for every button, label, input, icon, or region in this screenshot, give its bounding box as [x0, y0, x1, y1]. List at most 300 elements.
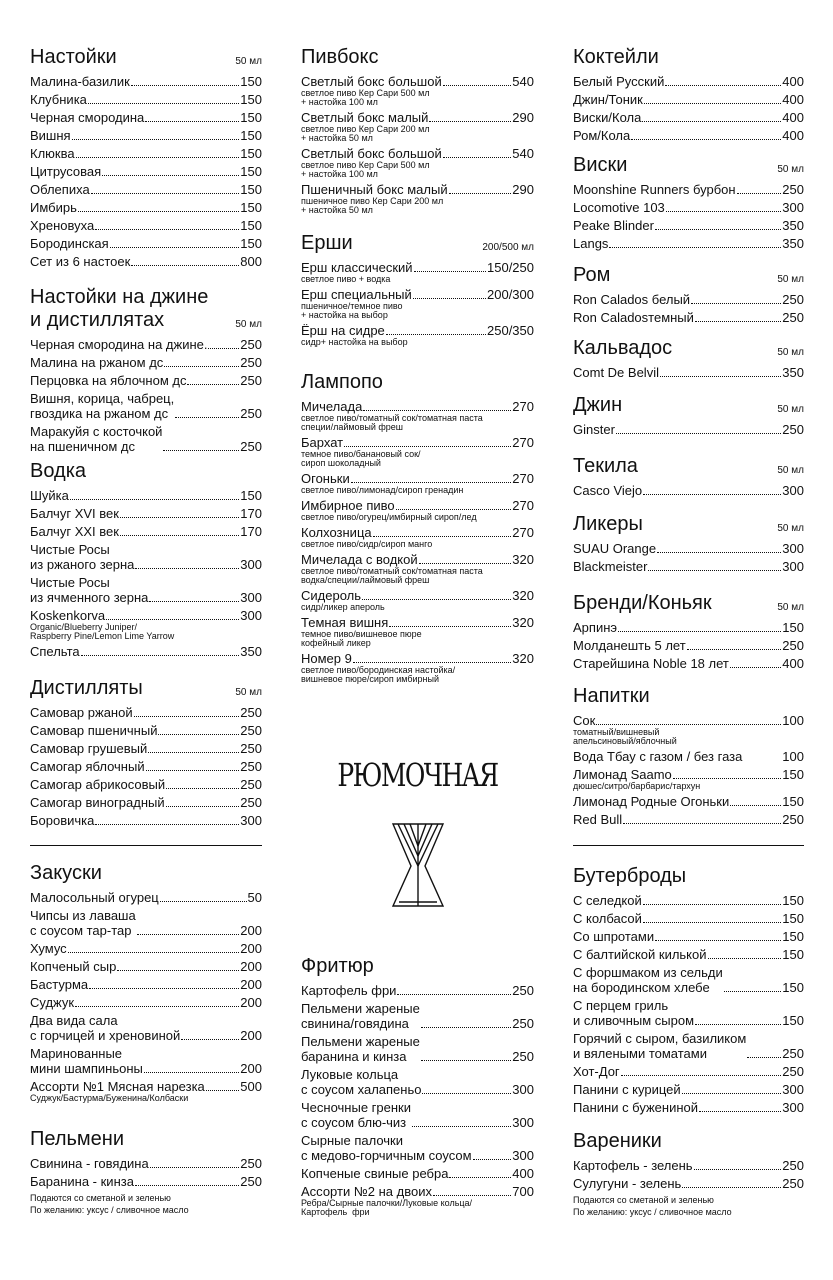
item-name: Locomotive 103: [573, 200, 665, 215]
item-name: Копченые свиные ребра: [301, 1166, 449, 1181]
menu-item: [573, 483, 804, 498]
dot-leader: [682, 1092, 782, 1094]
dot-leader: [386, 333, 486, 335]
item-price: 400: [782, 74, 804, 89]
dot-leader: [665, 84, 781, 86]
section-pivboks: [301, 46, 534, 218]
menu-item: [30, 182, 262, 197]
dot-leader: [443, 156, 512, 158]
dot-leader: [413, 297, 486, 299]
section-unit: 50 мл: [777, 465, 804, 476]
item-price: 250: [782, 1046, 804, 1061]
menu-item: [30, 488, 262, 503]
dot-leader: [148, 751, 239, 753]
menu-item: [30, 813, 262, 828]
divider-left: [30, 845, 262, 846]
menu-item: [301, 471, 534, 495]
section-unit: 50 мл: [777, 274, 804, 285]
dot-leader: [724, 990, 782, 992]
section-title: Пельмени: [30, 1128, 125, 1150]
item-price: 150: [240, 92, 262, 107]
item-name: Koskenkorva: [30, 608, 106, 623]
dot-leader: [419, 562, 512, 564]
dot-leader: [596, 723, 781, 725]
item-name: Moonshine Runners бурбон: [573, 182, 736, 197]
item-name: Черная смородина на джине.: [30, 337, 208, 352]
item-price: 170: [240, 524, 262, 539]
item-price: 300: [512, 1082, 534, 1097]
menu-item: [30, 741, 262, 756]
item-price: 200: [240, 1028, 262, 1043]
menu-item: [573, 422, 804, 437]
menu-item: [30, 218, 262, 233]
dot-leader: [208, 347, 239, 349]
menu-item: [301, 498, 534, 522]
item-description: светлое пиво/сидр/сироп манго: [301, 539, 433, 549]
dot-leader: [609, 246, 781, 248]
menu-item: [30, 74, 262, 89]
section-vodka: [30, 460, 262, 662]
dot-leader: [412, 1125, 511, 1127]
menu-item: [30, 723, 262, 738]
item-name: Мичелада с водкой: [301, 552, 418, 567]
dot-leader: [421, 1059, 511, 1061]
item-price: 290: [512, 110, 534, 125]
item-description: светлое пиво/лимонад/сироп гренадин: [301, 485, 464, 495]
item-name: С колбасой: [573, 911, 642, 926]
item-name: Черная смородина: [30, 110, 145, 125]
menu-item: [573, 929, 804, 944]
dot-leader: [396, 508, 512, 510]
item-name: Горячий с сыром, базиликом и вялеными томатами: [573, 1031, 747, 1061]
menu-item: [30, 1013, 262, 1043]
menu-item: [301, 525, 534, 549]
menu-item: [573, 620, 804, 635]
item-price: 150: [782, 980, 804, 995]
dot-leader: [695, 320, 781, 322]
section-unit: 200/500 мл: [482, 242, 534, 253]
item-price: 300: [512, 1148, 534, 1163]
item-price: 150: [240, 236, 262, 251]
item-price: 250: [782, 182, 804, 197]
item-name: Перцовка на яблочном дс: [30, 373, 187, 388]
item-name: Чесночные гренки с соусом блю-чиз: [301, 1100, 411, 1130]
item-description: темное пиво/вишневое пюре кофейный ликер: [301, 629, 422, 648]
item-price: 250: [240, 723, 262, 738]
dot-leader: [351, 481, 512, 483]
dot-leader: [655, 228, 781, 230]
section-brandy: [573, 592, 804, 674]
item-name: Langs: [573, 236, 609, 251]
item-name: Ёрш на сидре: [301, 323, 385, 338]
item-price: 350: [782, 365, 804, 380]
section-note: Подаются со сметаной и зеленью По желанию: уксус / сливочное масло: [573, 1195, 732, 1217]
dot-leader: [68, 951, 240, 953]
section-title: Закуски: [30, 862, 102, 884]
item-name: Суджук: [30, 995, 75, 1010]
menu-item: [573, 541, 804, 556]
dot-leader: [449, 1176, 511, 1178]
section-title: Настойки 50 мл: [30, 46, 262, 68]
item-name: Имбирь: [30, 200, 77, 215]
dot-leader: [691, 302, 781, 304]
item-name: Облепиха: [30, 182, 90, 197]
dot-leader: [135, 1184, 239, 1186]
dot-leader: [362, 598, 511, 600]
item-description: Organic/Blueberry Juniper/ Raspberry Pine/Lemon Lime Yarrow: [30, 622, 175, 641]
item-name: Копченый сыр: [30, 959, 117, 974]
item-name: Баранина - кинза: [30, 1174, 134, 1189]
section-title: Ром 50 мл: [573, 264, 804, 286]
item-price: 270: [512, 498, 534, 513]
item-price: 200: [240, 923, 262, 938]
menu-item: [30, 908, 262, 938]
dot-leader: [363, 409, 511, 411]
section-calvados: [573, 337, 804, 383]
section-nastoyki-gin: [30, 286, 262, 457]
logo-wordmark: РЮМОЧНАЯ: [337, 756, 498, 794]
dot-leader: [88, 102, 239, 104]
item-price: 150: [782, 1013, 804, 1028]
menu-item: [301, 146, 534, 179]
item-name: Малина-базилик: [30, 74, 130, 89]
dot-leader: [95, 228, 239, 230]
item-name: Вишня: [30, 128, 71, 143]
item-name: Ром/Кола: [573, 128, 631, 143]
item-name: Панини с курицей: [573, 1082, 681, 1097]
dot-leader: [421, 1026, 511, 1028]
item-description: сидр/ликер апероль: [301, 602, 385, 612]
dot-leader: [730, 666, 781, 668]
item-name: Пельмени жареные баранина и кинза: [301, 1034, 420, 1064]
item-name: Бородинская: [30, 236, 109, 251]
dot-leader: [163, 449, 239, 451]
item-name: Балчуг XXI век: [30, 524, 119, 539]
menu-item: [30, 355, 262, 370]
dot-leader: [631, 138, 781, 140]
section-drinks: [573, 685, 804, 830]
menu-item: [301, 260, 534, 284]
item-name: Ассорти №2 на двоих: [301, 1184, 432, 1199]
menu-item: [573, 638, 804, 653]
item-name: SUAU Orange: [573, 541, 657, 556]
item-price: 300: [512, 1115, 534, 1130]
menu-item: [301, 110, 534, 143]
menu-item: [573, 1100, 804, 1115]
section-title: Вареники: [573, 1130, 662, 1152]
menu-item: [573, 1082, 804, 1097]
item-price: 150: [240, 74, 262, 89]
item-price: 250: [782, 422, 804, 437]
menu-item: [573, 965, 804, 995]
item-name: Клубника: [30, 92, 87, 107]
item-price: 150: [782, 620, 804, 635]
dot-leader: [643, 903, 782, 905]
dot-leader: [682, 1186, 781, 1188]
section-title: Лампопо: [301, 371, 383, 393]
item-name: Маринованные мини шампиньоны: [30, 1046, 143, 1076]
menu-item: [301, 1166, 534, 1181]
item-description: светлое пиво Кер Сари 200 мл + настойка 50 мл: [301, 124, 430, 143]
menu-item: [30, 1079, 262, 1103]
dot-leader: [145, 120, 239, 122]
item-description: светлое пиво/томатный сок/томатная паста специи/лаймовый фреш: [301, 413, 483, 432]
glass-emblem-icon: [301, 756, 534, 916]
section-yershi: [301, 232, 534, 350]
menu-item: [573, 1158, 804, 1173]
menu-item: [30, 236, 262, 251]
dot-leader: [81, 654, 240, 656]
item-name: Со шпротами: [573, 929, 655, 944]
menu-item: [573, 310, 804, 325]
item-price: 250: [512, 983, 534, 998]
section-title: Настойки на джине и дистиллятах 50 мл: [30, 286, 262, 331]
item-name: Малосольный огурец: [30, 890, 159, 905]
dot-leader: [743, 760, 781, 761]
menu-item: [573, 656, 804, 671]
item-name: Comt De Belvil: [573, 365, 659, 380]
menu-item: [573, 767, 804, 791]
item-price: 300: [782, 483, 804, 498]
section-lampopo: [301, 371, 534, 687]
section-unit: 50 мл: [777, 164, 804, 175]
menu-item: [573, 1064, 804, 1079]
item-name: Чистые Росы из ржаного зерна: [30, 542, 135, 572]
section-liqueurs: [573, 513, 804, 577]
menu-item: [30, 575, 262, 605]
section-title: Дистилляты 50 мл: [30, 677, 262, 699]
item-name: Два вида сала с горчицей и хреновиной: [30, 1013, 181, 1043]
section-title: Виски 50 мл: [573, 154, 804, 176]
item-price: 540: [512, 146, 534, 161]
item-price: 540: [512, 74, 534, 89]
dot-leader: [373, 535, 512, 537]
item-price: 150: [240, 218, 262, 233]
item-price: 250: [240, 741, 262, 756]
logo: [301, 756, 534, 916]
item-name: Арпинэ: [573, 620, 618, 635]
menu-item: [301, 1067, 534, 1097]
item-price: 150: [240, 128, 262, 143]
item-description: пшеничное/темное пиво + настойка на выбор: [301, 301, 403, 320]
menu-item: [30, 524, 262, 539]
menu-item: [573, 218, 804, 233]
dot-leader: [730, 804, 781, 806]
item-name: Виски/Кола: [573, 110, 642, 125]
item-name: Имбирное пиво: [301, 498, 395, 513]
item-price: 150: [782, 911, 804, 926]
item-price: 150: [782, 929, 804, 944]
dot-leader: [187, 383, 239, 385]
item-name: С селедкой: [573, 893, 642, 908]
item-price: 200/300: [487, 287, 534, 302]
dot-leader: [389, 625, 511, 627]
dot-leader: [643, 921, 781, 923]
item-name: Сок: [573, 713, 596, 728]
dot-leader: [160, 900, 247, 902]
item-name: Молданешть 5 лет: [573, 638, 686, 653]
menu-item: [301, 399, 534, 432]
item-price: 270: [512, 399, 534, 414]
item-name: Ерш классический: [301, 260, 413, 275]
dot-leader: [131, 264, 239, 266]
item-price: 300: [240, 608, 262, 623]
item-price: 150/250: [487, 260, 534, 275]
menu-item: [301, 983, 534, 998]
menu-item: [30, 391, 262, 421]
dot-leader: [89, 987, 239, 989]
section-title: Бренди/Коньяк 50 мл: [573, 592, 804, 614]
menu-item: [301, 182, 534, 215]
item-name: Боровичка: [30, 813, 95, 828]
dot-leader: [95, 823, 239, 825]
dot-leader: [655, 939, 781, 941]
dot-leader: [117, 969, 239, 971]
menu-item: [30, 759, 262, 774]
menu-item: [30, 128, 262, 143]
section-title: Напитки: [573, 685, 650, 707]
menu-item: [573, 1031, 804, 1061]
item-price: 400: [782, 110, 804, 125]
item-name: Ginster: [573, 422, 615, 437]
item-price: 400: [512, 1166, 534, 1181]
dot-leader: [657, 551, 781, 553]
dot-leader: [642, 120, 781, 122]
item-price: 200: [240, 995, 262, 1010]
menu-item: [301, 552, 534, 585]
menu-item: [30, 200, 262, 215]
item-price: 150: [240, 164, 262, 179]
dot-leader: [150, 1166, 240, 1168]
item-name: Номер 9: [301, 651, 352, 666]
item-price: 400: [782, 92, 804, 107]
item-price: 250: [240, 406, 262, 421]
dot-leader: [344, 445, 511, 447]
item-price: 250: [240, 373, 262, 388]
item-price: 290: [512, 182, 534, 197]
item-price: 150: [782, 767, 804, 782]
item-name: Ассорти №1 Мясная нарезка: [30, 1079, 205, 1094]
dot-leader: [737, 192, 782, 194]
dot-leader: [397, 993, 511, 995]
item-price: 250: [512, 1049, 534, 1064]
item-name: Картофель фри: [301, 983, 397, 998]
menu-item: [573, 947, 804, 962]
dot-leader: [76, 156, 240, 158]
menu-item: [30, 795, 262, 810]
dot-leader: [146, 769, 240, 771]
menu-item: [573, 182, 804, 197]
section-distillates: [30, 677, 262, 831]
dot-leader: [443, 84, 512, 86]
section-nastoyki: [30, 46, 262, 272]
item-name: Колхозница: [301, 525, 372, 540]
item-name: Ерш специальный: [301, 287, 412, 302]
dot-leader: [616, 432, 781, 434]
item-name: Вода Тбау с газом / без газа: [573, 749, 743, 764]
item-name: Чипсы из лаваша с соусом тар-тар: [30, 908, 136, 938]
item-price: 320: [512, 552, 534, 567]
menu-item: [30, 977, 262, 992]
item-price: 250: [512, 1016, 534, 1031]
item-name: Пшеничный бокс малый: [301, 182, 448, 197]
item-price: 250: [240, 705, 262, 720]
item-name: Самовар ржаной: [30, 705, 133, 720]
section-title: Бутерброды: [573, 865, 687, 887]
dot-leader: [149, 600, 239, 602]
dot-leader: [687, 648, 782, 650]
item-price: 250: [240, 439, 262, 454]
menu-item: [573, 559, 804, 574]
item-name: Бархат: [301, 435, 344, 450]
menu-item: [30, 373, 262, 388]
menu-item: [573, 110, 804, 125]
menu-item: [573, 893, 804, 908]
item-name: Белый Русский: [573, 74, 665, 89]
item-price: 300: [782, 200, 804, 215]
dot-leader: [695, 1023, 781, 1025]
menu-item: [30, 1046, 262, 1076]
dot-leader: [353, 661, 511, 663]
menu-item: [30, 1174, 262, 1189]
item-price: 150: [782, 794, 804, 809]
menu-item: [30, 542, 262, 572]
menu-item: [30, 644, 262, 659]
item-price: 100: [782, 749, 804, 764]
item-name: Картофель - зелень: [573, 1158, 693, 1173]
dot-leader: [429, 120, 511, 122]
item-price: 350: [782, 218, 804, 233]
item-name: Сет из 6 настоек: [30, 254, 131, 269]
dot-leader: [158, 733, 239, 735]
item-price: 300: [240, 590, 262, 605]
dot-leader: [206, 1089, 240, 1091]
item-name: Хреновуха: [30, 218, 95, 233]
menu-item: [30, 254, 262, 269]
dot-leader: [433, 1194, 511, 1196]
dot-leader: [708, 957, 782, 959]
section-title: Фритюр: [301, 955, 374, 977]
dot-leader: [144, 1071, 239, 1073]
item-price: 250: [782, 1176, 804, 1191]
item-name: Малина на ржаном дс: [30, 355, 164, 370]
item-name: Спельта: [30, 644, 80, 659]
item-name: Самовар пшеничный: [30, 723, 158, 738]
item-price: 300: [782, 541, 804, 556]
section-zakuski: [30, 862, 262, 1106]
item-price: 100: [782, 713, 804, 728]
dot-leader: [164, 365, 239, 367]
dot-leader: [120, 534, 239, 536]
menu-item: [301, 287, 534, 320]
section-frityur: [301, 955, 534, 1220]
item-name: Хумус: [30, 941, 67, 956]
dot-leader: [648, 569, 781, 571]
dot-leader: [131, 84, 240, 86]
section-title: Ерши 200/500 мл: [301, 232, 534, 254]
dot-leader: [102, 174, 239, 176]
item-price: 300: [782, 1082, 804, 1097]
item-name: Чистые Росы из ячменного зерна: [30, 575, 149, 605]
section-unit: 50 мл: [235, 319, 262, 330]
menu-item: [573, 292, 804, 307]
item-price: 350: [240, 644, 262, 659]
section-title: Ликеры 50 мл: [573, 513, 804, 535]
menu-item: [573, 794, 804, 809]
item-price: 170: [240, 506, 262, 521]
item-price: 200: [240, 977, 262, 992]
item-name: С перцем гриль и сливочным сыром: [573, 998, 695, 1028]
